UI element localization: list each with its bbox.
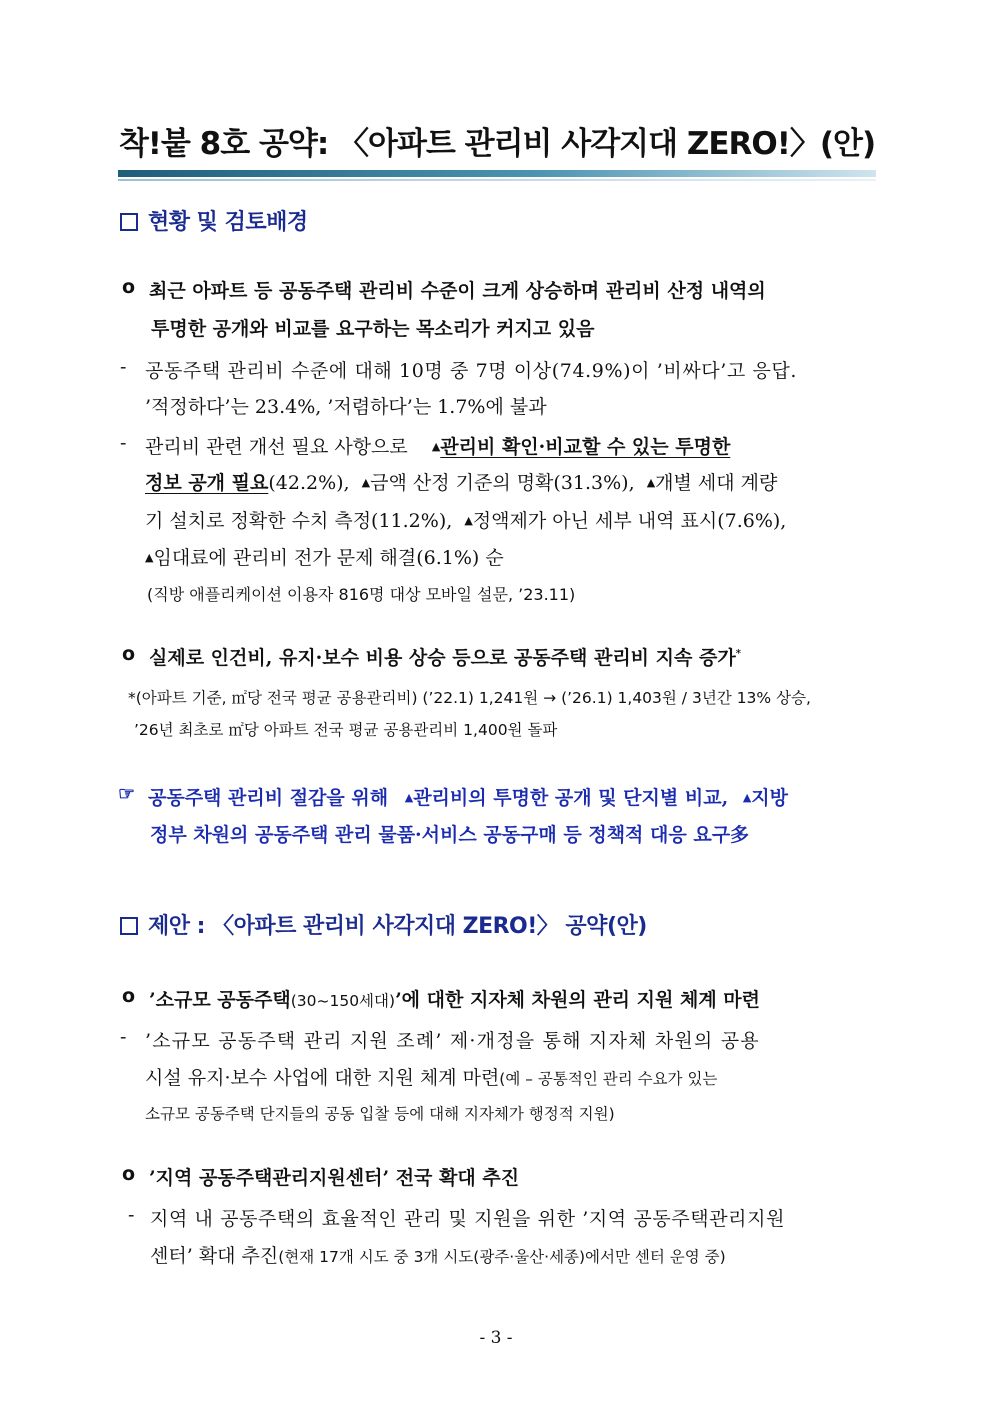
section-heading-text: 현황 및 검토배경 [148, 210, 308, 235]
paragraph-line: 소규모 공동주택 단지들의 공동 입찰 등에 대해 지자체가 행정적 지원) [145, 1105, 615, 1123]
paragraph-line: 투명한 공개와 비교를 요구하는 목소리가 커지고 있음 [151, 318, 595, 340]
source-note: (직방 애플리케이션 이용자 816명 대상 모바일 설문, ’23.11) [147, 585, 576, 604]
paragraph-line: 지역 내 공동주택의 효율적인 관리 및 지원을 위한 ’지역 공동주택관리지원 [150, 1208, 786, 1230]
callout-line: 정부 차원의 공동주택 관리 물품·서비스 공동구매 등 정책적 대응 요구多 [150, 824, 750, 846]
title-block [118, 118, 876, 181]
section-heading-background [120, 205, 308, 236]
paragraph-line: 기 설치로 정확한 수치 측정(11.2%), ▲정액제가 아닌 세부 내역 표시(7.6%), [145, 510, 787, 532]
bullet-marker: o [122, 985, 136, 1007]
paragraph-line: 센터’ 확대 추진(현재 17개 시도 중 3개 시도(광주·울산·세종)에서만 센터 운영 중) [150, 1245, 726, 1267]
dash-marker: - [120, 432, 127, 454]
section-heading-proposal [120, 909, 647, 940]
triangle-bullet-icon: ▲ [646, 476, 656, 489]
triangle-bullet-icon: ▲ [742, 791, 752, 804]
paragraph-line: ’소규모 공동주택(30~150세대)’에 대한 지자체 차원의 관리 지원 체계 마련 [149, 989, 760, 1011]
page-title: 착!붙 8호 공약: 〈아파트 관리비 사각지대 ZERO!〉(안) [118, 126, 876, 162]
paragraph-line: 시설 유지·보수 사업에 대한 지원 체계 마련(예 – 공통적인 관리 수요가 있는 [145, 1067, 718, 1089]
paragraph-line: ’지역 공동주택관리지원센터’ 전국 확대 추진 [149, 1167, 520, 1189]
footnote-line: ’26년 최초로 ㎡당 아파트 전국 평균 공용관리비 1,400원 돌파 [134, 721, 558, 739]
paragraph-line: 공동주택 관리비 수준에 대해 10명 중 7명 이상(74.9%)이 ’비싸다’고 응답. [145, 360, 798, 382]
checkbox-square-icon [120, 213, 138, 231]
bullet-marker: o [122, 643, 136, 665]
pointing-hand-icon: ☞ [118, 783, 136, 805]
triangle-bullet-icon: ▲ [464, 514, 473, 527]
dash-marker: - [120, 1026, 127, 1048]
callout-line: 공동주택 관리비 절감을 위해 ▲관리비의 투명한 공개 및 단지별 비교, ▲지방 [148, 787, 788, 809]
paragraph-line: ’적정하다’는 23.4%, ’저렴하다’는 1.7%에 불과 [145, 396, 547, 418]
paragraph-line: 관리비 관련 개선 필요 사항으로 ▲관리비 확인·비교할 수 있는 투명한 [145, 436, 731, 458]
paragraph-line: 실제로 인건비, 유지·보수 비용 상승 등으로 공동주택 관리비 지속 증가* [149, 647, 741, 669]
paragraph-line: ▲임대료에 관리비 전가 문제 해결(6.1%) 순 [145, 547, 504, 569]
page-number: - 3 - [479, 1328, 513, 1348]
triangle-bullet-icon: ▲ [431, 440, 441, 453]
title-underline-thin [118, 179, 876, 181]
paragraph-line: 최근 아파트 등 공동주택 관리비 수준이 크게 상승하며 관리비 산정 내역의 [149, 280, 766, 302]
section-heading-text: 제안 : 〈아파트 관리비 사각지대 ZERO!〉 공약(안) [148, 914, 647, 939]
title-underline [118, 170, 876, 177]
triangle-bullet-icon: ▲ [145, 551, 154, 564]
dash-marker: - [120, 356, 127, 378]
triangle-bullet-icon: ▲ [361, 476, 371, 489]
bullet-marker: o [122, 1163, 136, 1185]
checkbox-square-icon [120, 917, 138, 935]
dash-marker: - [128, 1204, 135, 1226]
paragraph-line: 정보 공개 필요(42.2%), ▲금액 산정 기준의 명확(31.3%), ▲개별 세대 계량 [145, 472, 778, 494]
triangle-bullet-icon: ▲ [404, 791, 414, 804]
bullet-marker: o [122, 276, 136, 298]
paragraph-line: ’소규모 공동주택 관리 지원 조례’ 제·개정을 통해 지자체 차원의 공용 [145, 1030, 760, 1052]
footnote-line: *(아파트 기준, ㎡당 전국 평균 공용관리비) (’22.1) 1,241원 → (’26.1) 1,403원 / 3년간 13% 상승, [128, 689, 811, 707]
